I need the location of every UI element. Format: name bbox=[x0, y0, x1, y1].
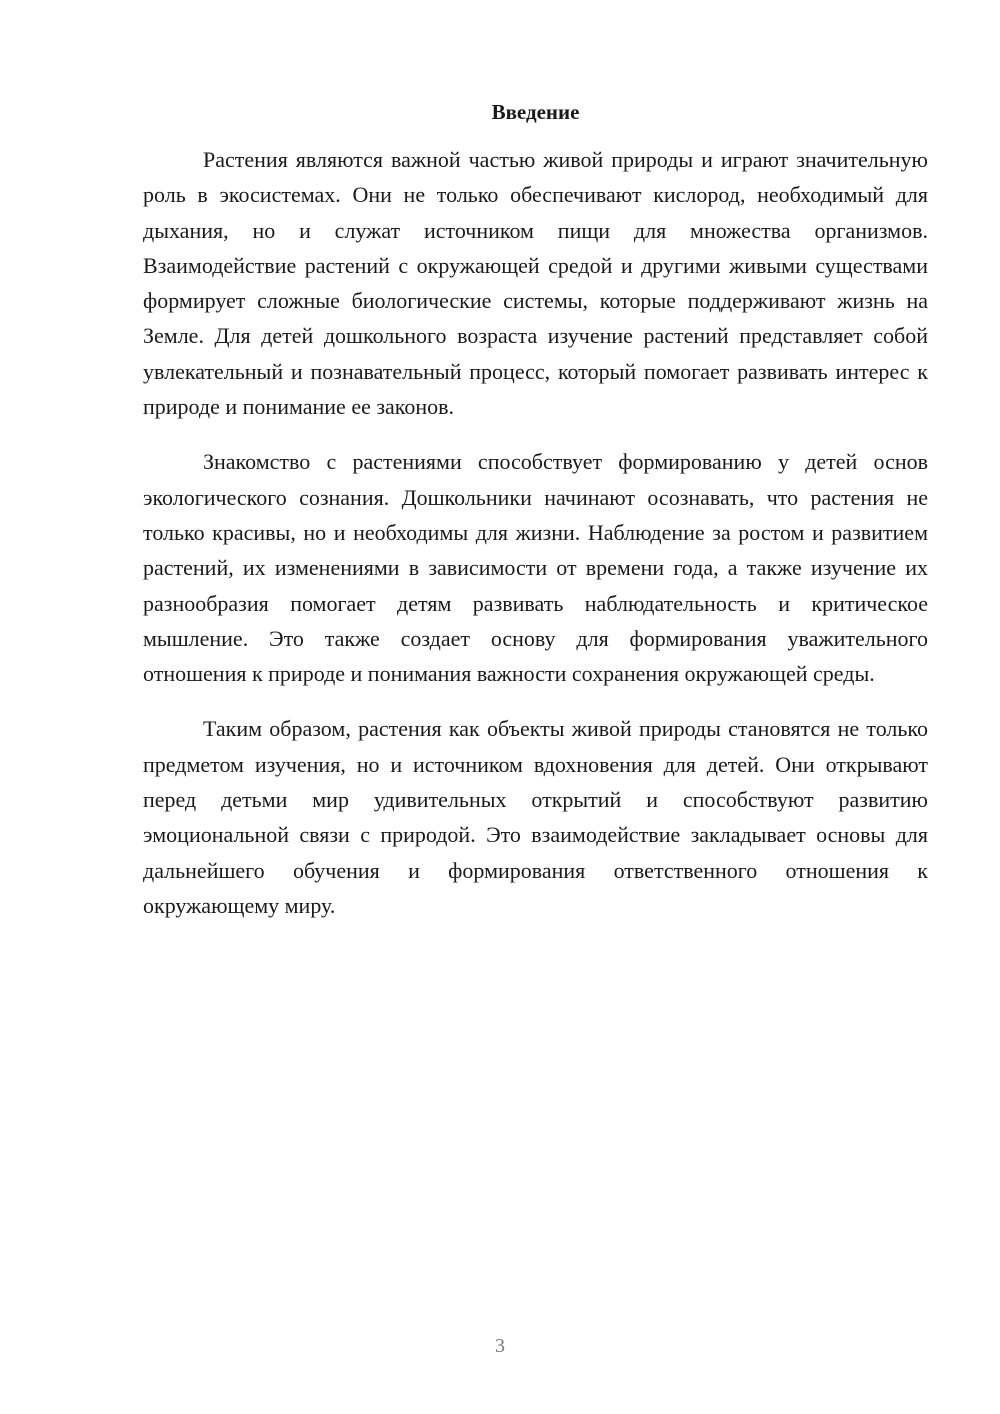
paragraph: Знакомство с растениями способствует формированию у детей основ экологического сознания. Дошкольники начинают осознавать, что растения не только красивы, но и необходимы для жизни. Наблюдение за ростом и развитием растений, их изменениями в зависимости от времени года, а также изучение их разнообразия помогает детям развивать наблюдательность и критическое мышление. Это также создает основу для формирования уважительного отношения к природе и понимания важности сохранения окружающей среды. bbox=[143, 449, 928, 687]
paragraph: Растения являются важной частью живой природы и играют значительную роль в экосистемах. Они не только обеспечивают кислород, необходимый для дыхания, но и служат источником пищи для множества организмов. Взаимодействие растений с окружающей средой и другими живыми существами формирует сложные биологические системы, которые поддерживают жизнь на Земле. Для детей дошкольного возраста изучение растений представляет собой увлекательный и познавательный процесс, который помогает развивать интерес к природе и понимание ее законов. bbox=[143, 147, 928, 420]
section-heading: Введение bbox=[491, 100, 580, 124]
page-number: 3 bbox=[495, 1335, 505, 1357]
paragraph: Таким образом, растения как объекты живой природы становятся не только предметом изучения, но и источником вдохновения для детей. Они открывают перед детьми мир удивительных открытий и способствуют развитию эмоциональной связи с природой. Это взаимодействие закладывает основы для дальнейшего обучения и формирования ответственного отношения к окружающему миру. bbox=[143, 716, 928, 918]
body-text bbox=[143, 142, 928, 943]
